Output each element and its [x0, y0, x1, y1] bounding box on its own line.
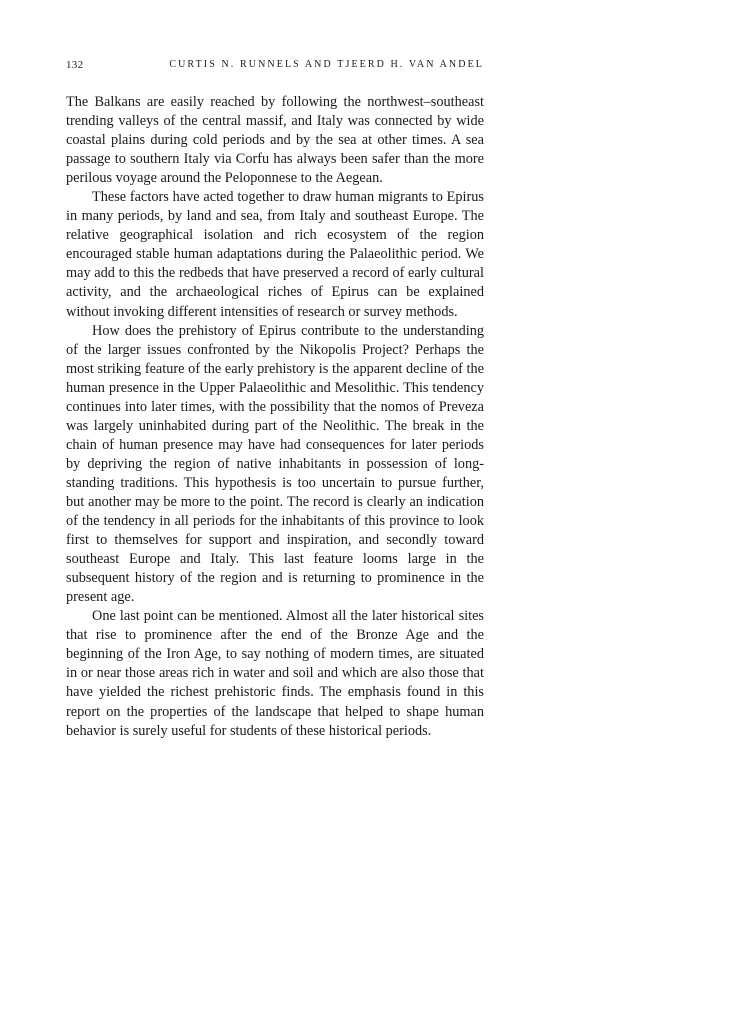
running-head — [66, 57, 484, 73]
paragraph-4: One last point can be mentioned. Almost all the later historical sites that rise to prominence after the end of the Bronze Age and the beginning of the Iron Age, to say nothing of modern times, are situated in or near those areas rich in water and soil and which are also those that have yielded the richest prehistoric finds. The emphasis found in this report on the properties of the landscape that helped to shape human behavior is surely useful for students of these historical periods. — [66, 608, 484, 739]
paragraph-2: These factors have acted together to draw human migrants to Epirus in many periods, by land and sea, from Italy and southeast Europe. The relative geographical isolation and rich ecosystem of the region encouraged stable human adaptations during the Palaeolithic period. We may add to this the redbeds that have preserved a record of early cultural activity, and the archaeological riches of Epirus can be explained without invoking different intensities of research or survey methods. — [66, 189, 484, 320]
paragraph-3: How does the prehistory of Epirus contribute to the understanding of the larger issues confronted by the Nikopolis Project? Perhaps the most striking feature of the early prehistory is the apparent decline of the human presence in the Upper Palaeolithic and Mesolithic. This tendency continues into later times, with the possibility that the nomos of Preveza was largely uninhabited during part of the Neolithic. The break in the chain of human presence may have had consequences for later periods by depriving the region of native inhabitants in possession of long-standing traditions. This hypothesis is too uncertain to pursue further, but another may be more to the point. The record is clearly an indication of the tendency in all periods for the inhabitants of this province to look first to themselves for support and inspiration, and secondly toward southeast Europe and Italy. This last feature looms large in the subsequent history of the region and is returning to prominence in the present age. — [66, 322, 484, 606]
running-head-authors: CURTIS N. RUNNELS AND TJEERD H. VAN ANDEL — [169, 59, 484, 70]
body-text — [66, 93, 484, 741]
page-number: 132 — [66, 59, 84, 71]
paragraph-1: The Balkans are easily reached by following the northwest–southeast trending valleys of the central massif, and Italy was connected by wide coastal plains during cold periods and by the sea at other times. A sea passage to southern Italy via Corfu has always been safer than the more perilous voyage around the Peloponnese to the Aegean. — [66, 94, 484, 187]
